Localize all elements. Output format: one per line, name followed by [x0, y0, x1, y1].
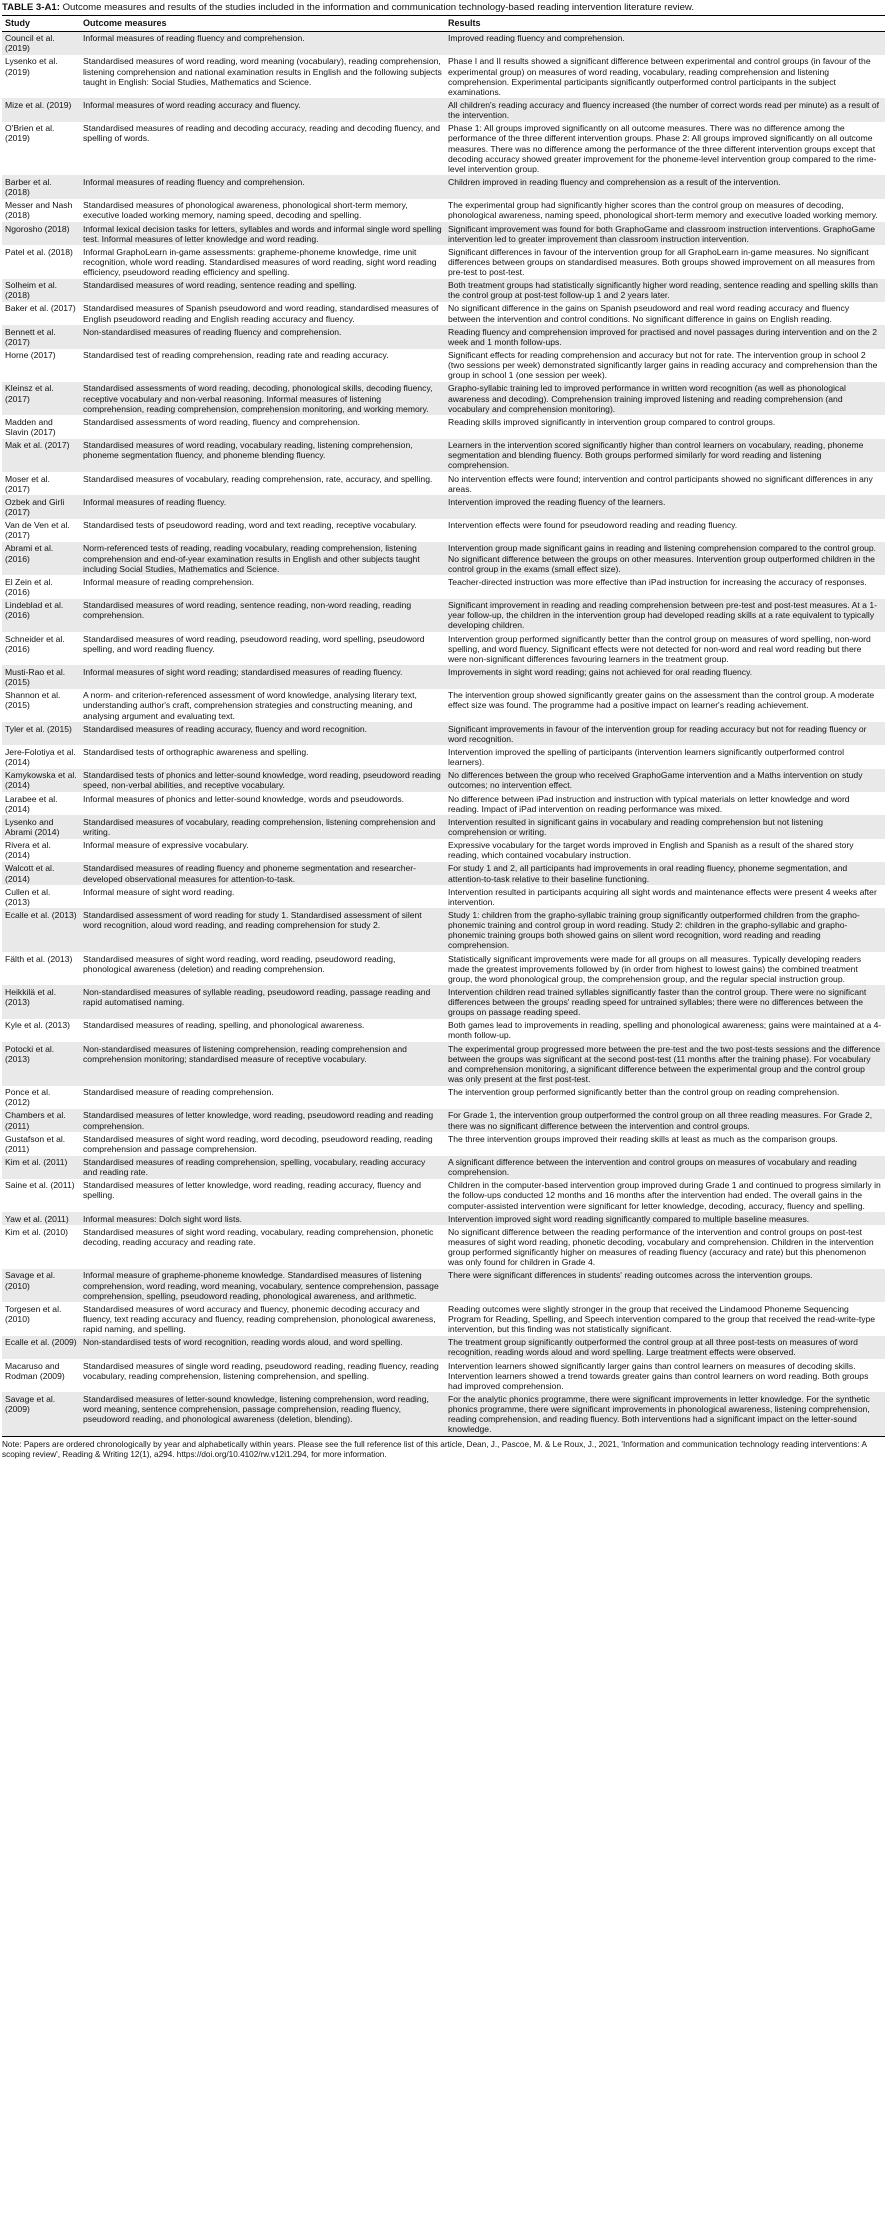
cell-study: Torgesen et al. (2010) [2, 1302, 80, 1335]
cell-study: Musti-Rao et al. (2015) [2, 665, 80, 688]
cell-results: Significant improvements in favour of the intervention group for reading accuracy but not for reading fluency or word recognition. [445, 722, 885, 745]
table-row [2, 1336, 885, 1359]
cell-outcome-measures: Standardised tests of pseudoword reading, word and text reading, receptive vocabulary. [80, 519, 445, 542]
cell-study: Moser et al. (2017) [2, 472, 80, 495]
cell-outcome-measures: Standardised measure of reading comprehension. [80, 1086, 445, 1109]
cell-results: Expressive vocabulary for the target words improved in English and Spanish as a result of the shared story reading, which contained vocabulary instruction. [445, 839, 885, 862]
table-row [2, 1212, 885, 1225]
table-row [2, 1132, 885, 1155]
cell-results: No difference between iPad instruction and instruction with typical materials on letter knowledge and word reading. Impact of iPad intervention on reading performance was mixed. [445, 792, 885, 815]
cell-study: Ecalle et al. (2009) [2, 1336, 80, 1359]
cell-outcome-measures: Standardised measures of word reading, sentence reading and spelling. [80, 279, 445, 302]
cell-study: Solheim et al. (2018) [2, 279, 80, 302]
table-row [2, 542, 885, 575]
cell-study: Kamykowska et al. (2014) [2, 769, 80, 792]
header-study: Study [2, 16, 80, 32]
cell-study: Abrami et al. (2016) [2, 542, 80, 575]
cell-study: Lindeblad et al. (2016) [2, 599, 80, 632]
table-row [2, 325, 885, 348]
cell-outcome-measures: Standardised assessment of word reading for study 1. Standardised assessment of silent word recognition, aloud word reading, and reading comprehension for study 2. [80, 908, 445, 952]
table-row [2, 862, 885, 885]
cell-results: No significant difference in the gains on Spanish pseudoword and real word reading accuracy and fluency between the intervention and control conditions. No significant difference in gains on English reading. [445, 302, 885, 325]
cell-outcome-measures: Standardised measures of reading fluency and phoneme segmentation and researcher-developed observational measures for attention-to-task. [80, 862, 445, 885]
table-row [2, 1042, 885, 1086]
cell-outcome-measures: Standardised measures of single word reading, pseudoword reading, reading fluency, reading vocabulary, reading comprehension, listening comprehension, and spelling. [80, 1359, 445, 1392]
cell-study: Walcott et al. (2014) [2, 862, 80, 885]
cell-study: Savage et al. (2010) [2, 1269, 80, 1302]
cell-study: Mize et al. (2019) [2, 98, 80, 121]
cell-results: Intervention effects were found for pseudoword reading and reading fluency. [445, 519, 885, 542]
cell-results: Phase I and II results showed a significant difference between experimental and control groups (in favour of the experimental group) on measures of word reading, vocabulary, reading comprehension and listening comprehension. Experimental participants significantly outperformed control participants in the subject examinations. [445, 55, 885, 99]
table-row [2, 792, 885, 815]
cell-study: Larabee et al. (2014) [2, 792, 80, 815]
cell-results: No differences between the group who received GraphoGame intervention and a Maths intervention on study outcomes; no intervention effect. [445, 769, 885, 792]
cell-results: Intervention improved sight word reading significantly compared to multiple baseline measures. [445, 1212, 885, 1225]
cell-outcome-measures: Informal measure of grapheme-phoneme knowledge. Standardised measures of listening comprehension, word reading, word meaning, vocabulary, sentence comprehension, passage comprehension, spelling, pseudoword reading, phonological awareness, and arithmetic. [80, 1269, 445, 1302]
cell-results: The experimental group had significantly higher scores than the control group on measures of decoding, phonological awareness, naming speed, phonological short-term memory and executive loaded working memory. [445, 199, 885, 222]
cell-results: Improved reading fluency and comprehension. [445, 31, 885, 55]
cell-outcome-measures: Non-standardised tests of word recognition, reading words aloud, and word spelling. [80, 1336, 445, 1359]
cell-results: For Grade 1, the intervention group outperformed the control group on all three reading measures. For Grade 2, there was no significant difference between the intervention and control groups. [445, 1109, 885, 1132]
cell-outcome-measures: Standardised tests of phonics and letter-sound knowledge, word reading, pseudoword reading speed, non-verbal abilities, and receptive vocabulary. [80, 769, 445, 792]
cell-study: El Zein et al. (2016) [2, 575, 80, 598]
header-results: Results [445, 16, 885, 32]
cell-outcome-measures: Standardised measures of letter knowledge, word reading, reading accuracy, fluency and spelling. [80, 1179, 445, 1212]
table-row [2, 415, 885, 438]
cell-results: The intervention group showed significantly greater gains on the assessment than the control group. A moderate effect size was found. The programme had a positive impact on learner's reading achievement. [445, 689, 885, 722]
cell-results: A significant difference between the intervention and control groups on measures of vocabulary and reading comprehension. [445, 1156, 885, 1179]
cell-outcome-measures: Standardised measures of letter-sound knowledge, listening comprehension, word reading, word meaning, sentence comprehension, passage comprehension, reading fluency, pseudoword reading, and phonological awareness (deletion, blending). [80, 1392, 445, 1436]
cell-study: Cullen et al. (2013) [2, 885, 80, 908]
cell-study: Lysenko et al. (2019) [2, 55, 80, 99]
cell-study: Ozbek and Girli (2017) [2, 495, 80, 518]
table-row [2, 31, 885, 55]
cell-study: Ponce et al. (2012) [2, 1086, 80, 1109]
cell-outcome-measures: Informal GraphoLearn in-game assessments: grapheme-phoneme knowledge, rime unit recognition, whole word reading. Standardised measures of word reading, sight word reading efficiency, pseudoword reading efficiency and spelling. [80, 245, 445, 278]
cell-outcome-measures: Standardised measures of word reading, sentence reading, non-word reading, reading comprehension. [80, 599, 445, 632]
table-row [2, 665, 885, 688]
cell-outcome-measures: Standardised measures of vocabulary, reading comprehension, listening comprehension and writing. [80, 815, 445, 838]
cell-outcome-measures: Standardised measures of sight word reading, word decoding, pseudoword reading, reading comprehension and passage comprehension. [80, 1132, 445, 1155]
cell-results: Intervention resulted in participants acquiring all sight words and maintenance effects were present 4 weeks after intervention. [445, 885, 885, 908]
table-row [2, 122, 885, 176]
cell-study: Tyler et al. (2015) [2, 722, 80, 745]
table-row [2, 519, 885, 542]
cell-outcome-measures: Standardised assessments of word reading, decoding, phonological skills, decoding fluency, receptive vocabulary and non-verbal reasoning. Informal measures of listening comprehension, reading comprehension, comprehension monitoring, and working memory. [80, 382, 445, 415]
cell-results: The intervention group performed significantly better than the control group on reading comprehension. [445, 1086, 885, 1109]
cell-study: Yaw et al. (2011) [2, 1212, 80, 1225]
table-row [2, 279, 885, 302]
cell-results: All children's reading accuracy and fluency increased (the number of correct words read per minute) as a result of the intervention. [445, 98, 885, 121]
cell-outcome-measures: Informal measures of sight word reading; standardised measures of reading fluency. [80, 665, 445, 688]
cell-study: Kim et al. (2011) [2, 1156, 80, 1179]
cell-outcome-measures: Standardised measures of phonological awareness, phonological short-term memory, executive loaded working memory, naming speed, decoding and spelling. [80, 199, 445, 222]
cell-results: Reading fluency and comprehension improved for practised and novel passages during intervention and on the 2 week and 1 month follow-ups. [445, 325, 885, 348]
cell-study: Jere-Folotiya et al. (2014) [2, 745, 80, 768]
table-row [2, 98, 885, 121]
cell-results: Intervention group made significant gains in reading and listening comprehension compared to the control group. No significant difference between the groups on other measures. Intervention group outperformed children in the control group in the exams (small effect size). [445, 542, 885, 575]
cell-study: Madden and Slavin (2017) [2, 415, 80, 438]
cell-outcome-measures: Standardised test of reading comprehension, reading rate and reading accuracy. [80, 349, 445, 382]
table-row [2, 175, 885, 198]
cell-study: Shannon et al. (2015) [2, 689, 80, 722]
table-label: TABLE 3-A1: [2, 2, 60, 13]
cell-study: Barber et al. (2018) [2, 175, 80, 198]
cell-results: No intervention effects were found; intervention and control participants showed no significant differences in any areas. [445, 472, 885, 495]
cell-results: Statistically significant improvements were made for all groups on all measures. Typically developing readers made the greatest improvements followed by (in order from highest to lowest gains) the combined treatment group, the word phonological group, the comprehension group, and the regular special instruction group. [445, 952, 885, 985]
cell-study: Savage et al. (2009) [2, 1392, 80, 1436]
cell-outcome-measures: Informal measures of phonics and letter-sound knowledge, words and pseudowords. [80, 792, 445, 815]
cell-results: Reading outcomes were slightly stronger in the group that received the Lindamood Phoneme Sequencing Program for Reading, Spelling, and Speech intervention compared to the group that received the read-write-type intervention, but this finding was not statistically significant. [445, 1302, 885, 1335]
cell-study: Gustafson et al. (2011) [2, 1132, 80, 1155]
header-outcome-measures: Outcome measures [80, 16, 445, 32]
cell-study: Messer and Nash (2018) [2, 199, 80, 222]
table-row [2, 575, 885, 598]
cell-outcome-measures: Standardised assessments of word reading, fluency and comprehension. [80, 415, 445, 438]
cell-study: Schneider et al. (2016) [2, 632, 80, 665]
table-row [2, 222, 885, 245]
table-row [2, 1086, 885, 1109]
cell-results: There were significant differences in students' reading outcomes across the intervention groups. [445, 1269, 885, 1302]
cell-outcome-measures: Standardised measures of word reading, word meaning (vocabulary), reading comprehension, listening comprehension and national examination results in English and the following subjects taught in English: Social Studies, Mathematics and Science. [80, 55, 445, 99]
cell-results: Intervention children read trained syllables significantly faster than the control group. There were no significant differences between the groups' reading speed for untrained syllables; there were no differences between the groups on passage reading speed. [445, 985, 885, 1018]
table-row [2, 952, 885, 985]
cell-results: Both games lead to improvements in reading, spelling and phonological awareness; gains were maintained at a 4-month follow-up. [445, 1019, 885, 1042]
table-row [2, 1302, 885, 1335]
table-row [2, 1225, 885, 1269]
table-row [2, 839, 885, 862]
cell-results: Intervention resulted in significant gains in vocabulary and reading comprehension but not listening comprehension or writing. [445, 815, 885, 838]
table-row [2, 439, 885, 472]
cell-outcome-measures: Informal measures: Dolch sight word lists. [80, 1212, 445, 1225]
table-row [2, 722, 885, 745]
cell-outcome-measures: Standardised measures of vocabulary, reading comprehension, rate, accuracy, and spelling. [80, 472, 445, 495]
table-row [2, 908, 885, 952]
cell-study: Kim et al. (2010) [2, 1225, 80, 1269]
cell-outcome-measures: Informal measures of reading fluency and comprehension. [80, 31, 445, 55]
cell-results: No significant difference between the reading performance of the intervention and control groups on post-test measures of sight word reading, phonetic decoding, vocabulary and comprehension. Children in the intervention group performed significantly higher on measures of reading fluency (accuracy and rate) but this phenomenon was only found for children in Grade 4. [445, 1225, 885, 1269]
cell-study: Van de Ven et al. (2017) [2, 519, 80, 542]
cell-study: Mak et al. (2017) [2, 439, 80, 472]
cell-study: Bennett et al. (2017) [2, 325, 80, 348]
cell-outcome-measures: Non-standardised measures of listening comprehension, reading comprehension and comprehension monitoring; standardised measure of receptive vocabulary. [80, 1042, 445, 1086]
cell-outcome-measures: Standardised measures of sight word reading, vocabulary, reading comprehension, phonetic decoding, reading accuracy and reading rate. [80, 1225, 445, 1269]
cell-study: Horne (2017) [2, 349, 80, 382]
cell-results: Children improved in reading fluency and comprehension as a result of the intervention. [445, 175, 885, 198]
table-header [2, 16, 885, 32]
table-row [2, 769, 885, 792]
cell-study: Kleinsz et al. (2017) [2, 382, 80, 415]
cell-study: Kyle et al. (2013) [2, 1019, 80, 1042]
cell-outcome-measures: Standardised measures of reading accuracy, fluency and word recognition. [80, 722, 445, 745]
table-row [2, 199, 885, 222]
table-row [2, 599, 885, 632]
table-note: Note: Papers are ordered chronologically by year and alphabetically within years. Please see the full reference list of this article, Dean, J., Pascoe, M. & Le Roux, J., 2021, 'Information and communication technology reading interventions: A scoping review', Reading & Writing 12(1), a294. https://doi.org/10.4102/rw.v12i1.294, for more information. [2, 1440, 867, 1459]
cell-results: Intervention improved the spelling of participants (intervention learners significantly outperformed control learners). [445, 745, 885, 768]
cell-outcome-measures: A norm- and criterion-referenced assessment of word knowledge, analysing literary text, understanding author's craft, comprehension strategies and constructing meaning, and analysing argument and evaluating text. [80, 689, 445, 722]
table-row [2, 885, 885, 908]
cell-outcome-measures: Standardised measures of word accuracy and fluency, phonemic decoding accuracy and fluency, text reading accuracy and fluency, reading comprehension, phonological awareness, rapid naming, and spelling. [80, 1302, 445, 1335]
cell-results: The three intervention groups improved their reading skills at least as much as the comparison groups. [445, 1132, 885, 1155]
cell-results: Study 1: children from the grapho-syllabic training group significantly outperformed children from the grapho-phonemic training and control group in word reading. Study 2: children in the grapho-syllabic and grapho-phonemic training groups both showed gains on silent word recognition, word reading and reading comprehension. [445, 908, 885, 952]
cell-outcome-measures: Informal measure of expressive vocabulary. [80, 839, 445, 862]
cell-results: Learners in the intervention scored significantly higher than control learners on vocabulary, reading, phoneme segmentation and blending fluency. Both groups performed similarly for word reading and listening comprehension. [445, 439, 885, 472]
cell-study: Macaruso and Rodman (2009) [2, 1359, 80, 1392]
table-row [2, 689, 885, 722]
cell-outcome-measures: Norm-referenced tests of reading, reading vocabulary, reading comprehension, listening comprehension and end-of-year examination results in English and other subjects taught including Social Studies, Mathematics and Science. [80, 542, 445, 575]
cell-results: Reading skills improved significantly in intervention group compared to control groups. [445, 415, 885, 438]
cell-outcome-measures: Informal measures of reading fluency. [80, 495, 445, 518]
table-row [2, 245, 885, 278]
cell-results: Improvements in sight word reading; gains not achieved for oral reading fluency. [445, 665, 885, 688]
cell-outcome-measures: Standardised measures of reading comprehension, spelling, vocabulary, reading accuracy and reading rate. [80, 1156, 445, 1179]
table-row [2, 1109, 885, 1132]
cell-outcome-measures: Informal lexical decision tasks for letters, syllables and words and informal single word spelling test. Informal measures of letter knowledge and word reading. [80, 222, 445, 245]
cell-results: For study 1 and 2, all participants had improvements in oral reading fluency, phoneme segmentation, and attention-to-task relative to their baseline functioning. [445, 862, 885, 885]
table-row [2, 745, 885, 768]
cell-results: Intervention learners showed significantly larger gains than control learners on measures of decoding skills. Intervention learners showed a trend towards greater gains than control learners on word reading. Both groups had improved comprehension. [445, 1359, 885, 1392]
table-body [2, 31, 885, 1436]
cell-study: Ngorosho (2018) [2, 222, 80, 245]
cell-outcome-measures: Informal measure of reading comprehension. [80, 575, 445, 598]
header-row [2, 16, 885, 32]
cell-study: Patel et al. (2018) [2, 245, 80, 278]
cell-study: Fälth et al. (2013) [2, 952, 80, 985]
cell-results: Significant improvement was found for both GraphoGame and classroom instruction interventions. GraphoGame intervention led to greater improvement than classroom instruction intervention. [445, 222, 885, 245]
table-row [2, 985, 885, 1018]
cell-outcome-measures: Standardised measures of word reading, vocabulary reading, listening comprehension, phoneme segmentation fluency, and phoneme blending fluency. [80, 439, 445, 472]
table-caption [0, 0, 887, 15]
table-row [2, 349, 885, 382]
cell-outcome-measures: Standardised tests of orthographic awareness and spelling. [80, 745, 445, 768]
cell-outcome-measures: Standardised measures of reading and decoding accuracy, reading and decoding fluency, and spelling of words. [80, 122, 445, 176]
cell-outcome-measures: Informal measures of reading fluency and comprehension. [80, 175, 445, 198]
table-row [2, 495, 885, 518]
cell-results: The experimental group progressed more between the pre-test and the two post-tests sessions and the difference between the groups was significant at the second post-test (11 months after the training phase). For vocabulary and comprehension monitoring, a significant difference between the experimental group and the control group was only present at the first post-test. [445, 1042, 885, 1086]
table-row [2, 1019, 885, 1042]
cell-results: The treatment group significantly outperformed the control group at all three post-tests on measures of word recognition, reading words aloud and word spelling. Large treatment effects were observed. [445, 1336, 885, 1359]
cell-outcome-measures: Standardised measures of letter knowledge, word reading, pseudoword reading and reading comprehension. [80, 1109, 445, 1132]
cell-study: Chambers et al. (2011) [2, 1109, 80, 1132]
table-row [2, 382, 885, 415]
cell-study: Saine et al. (2011) [2, 1179, 80, 1212]
cell-study: Heikkilä et al. (2013) [2, 985, 80, 1018]
cell-outcome-measures: Informal measure of sight word reading. [80, 885, 445, 908]
cell-study: Lysenko and Abrami (2014) [2, 815, 80, 838]
table-row [2, 1359, 885, 1392]
cell-results: Teacher-directed instruction was more effective than iPad instruction for increasing the accuracy of responses. [445, 575, 885, 598]
cell-study: Baker et al. (2017) [2, 302, 80, 325]
table-row [2, 1392, 885, 1436]
cell-outcome-measures: Non-standardised measures of reading fluency and comprehension. [80, 325, 445, 348]
cell-results: Significant effects for reading comprehension and accuracy but not for rate. The intervention group in school 2 (two sessions per week) demonstrated significantly larger gains in reading accuracy and comprehension than the group in school 1 (one session per week). [445, 349, 885, 382]
cell-study: Rivera et al. (2014) [2, 839, 80, 862]
cell-outcome-measures: Standardised measures of sight word reading, word reading, pseudoword reading, phonological awareness (deletion) and reading comprehension. [80, 952, 445, 985]
cell-results: Grapho-syllabic training led to improved performance in written word recognition (as well as phonological awareness and decoding). Comprehension training improved listening and reading comprehension (and vocabulary and comprehension monitoring). [445, 382, 885, 415]
cell-results: Phase 1: All groups improved significantly on all outcome measures. There was no difference among the performance of the three different intervention groups. Phase 2: All groups improved significantly on all outcome measures. There was no difference among the performance of the three different intervention groups except that decoding accuracy showed greater improvement for the phoneme-level intervention group compared to the rime-level intervention group. [445, 122, 885, 176]
cell-study: Council et al. (2019) [2, 31, 80, 55]
cell-study: O'Brien et al. (2019) [2, 122, 80, 176]
table-row [2, 1156, 885, 1179]
cell-results: For the analytic phonics programme, there were significant improvements in letter knowledge. For the synthetic phonics programme, there were significant improvements in phonological awareness, listening comprehension, reading comprehension, and reading fluency. Both interventions had a significant impact on the letter-sound knowledge. [445, 1392, 885, 1436]
cell-results: Significant improvement in reading and reading comprehension between pre-test and post-test measures. At a 1-year follow-up, the children in the intervention group had developed reading skills at a rate equivalent to typically developing children. [445, 599, 885, 632]
cell-outcome-measures: Standardised measures of word reading, pseudoword reading, word spelling, pseudoword spelling, and word reading fluency. [80, 632, 445, 665]
cell-outcome-measures: Standardised measures of reading, spelling, and phonological awareness. [80, 1019, 445, 1042]
cell-results: Children in the computer-based intervention group improved during Grade 1 and continued to progress similarly in the follow-ups conducted 12 months and 16 months after the intervention had ended. The overall gains in the computer-assisted intervention were significant for letter knowledge, decoding, accuracy, fluency and spelling. [445, 1179, 885, 1212]
cell-study: Potocki et al. (2013) [2, 1042, 80, 1086]
table-row [2, 815, 885, 838]
table-row [2, 302, 885, 325]
table-row [2, 472, 885, 495]
cell-outcome-measures: Non-standardised measures of syllable reading, pseudoword reading, passage reading and rapid automatised naming. [80, 985, 445, 1018]
cell-outcome-measures: Informal measures of word reading accuracy and fluency. [80, 98, 445, 121]
cell-results: Significant differences in favour of the intervention group for all GraphoLearn in-game measures. No significant differences between groups on standardised measures. Both groups showed improvement on all measures from pre-test to post-test. [445, 245, 885, 278]
table-row [2, 632, 885, 665]
cell-results: Both treatment groups had statistically significantly higher word reading, sentence reading and spelling skills than the control group at post-test follow-up 1 and 2 years later. [445, 279, 885, 302]
cell-study: Ecalle et al. (2013) [2, 908, 80, 952]
cell-results: Intervention group performed significantly better than the control group on measures of word spelling, non-word spelling, and word fluency. Significant effects were not detected for non-word and real word reading but there were non-significant differences favouring learners in the treatment group. [445, 632, 885, 665]
cell-outcome-measures: Standardised measures of Spanish pseudoword and word reading, standardised measures of English pseudoword reading and English reading accuracy and fluency. [80, 302, 445, 325]
table-row [2, 1269, 885, 1302]
table-row [2, 55, 885, 99]
cell-results: Intervention improved the reading fluency of the learners. [445, 495, 885, 518]
table-title: Outcome measures and results of the studies included in the information and communication technology-based reading intervention literature review. [59, 2, 694, 13]
outcomes-table [2, 15, 885, 1437]
table-row [2, 1179, 885, 1212]
